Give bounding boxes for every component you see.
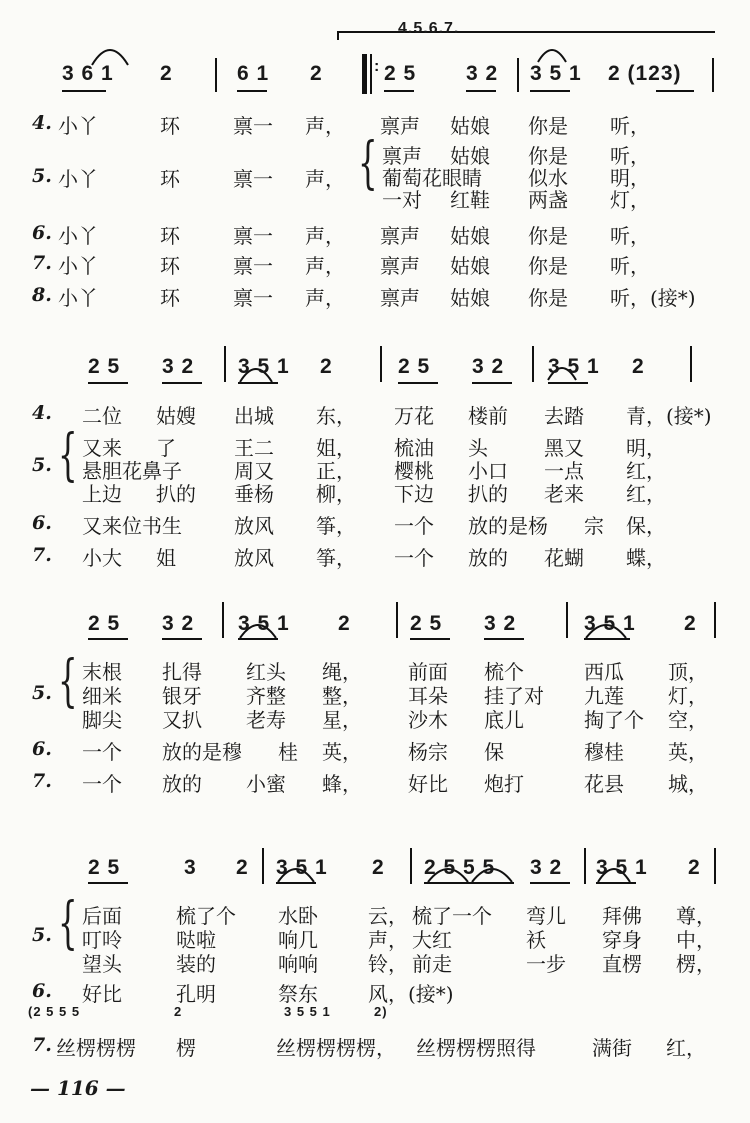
note-group: 2 bbox=[632, 355, 645, 378]
lyric: 梳油 bbox=[394, 436, 434, 460]
lyric: 老寿 bbox=[246, 708, 286, 732]
beam bbox=[238, 382, 278, 384]
lyric: 放风 bbox=[234, 514, 274, 538]
verse-number: 6. bbox=[32, 512, 52, 534]
lyric: 一个 bbox=[82, 740, 122, 764]
lyric: 底儿 bbox=[484, 708, 524, 732]
lyric: 又扒 bbox=[162, 708, 202, 732]
lyric: 禀一 bbox=[233, 114, 273, 138]
note-group: 3 5 1 bbox=[276, 856, 328, 879]
lyric: 望头 bbox=[82, 952, 122, 976]
verse-number: 7. bbox=[32, 770, 52, 792]
note-group: 2 5 5 5 bbox=[424, 856, 496, 879]
lyric: 环 bbox=[160, 114, 180, 138]
lyric: 细米 bbox=[82, 684, 122, 708]
beam bbox=[472, 382, 512, 384]
bar-line bbox=[380, 346, 382, 382]
note-group: 3 2 bbox=[484, 612, 517, 635]
lyric: 一个 bbox=[394, 514, 434, 538]
lyric: 黑又 bbox=[544, 436, 584, 460]
lyric: 祭东 bbox=[278, 982, 318, 1006]
lyric: 响几 bbox=[278, 928, 318, 952]
lyric: 你是 bbox=[528, 224, 568, 248]
beam bbox=[88, 882, 128, 884]
brace: { bbox=[358, 131, 378, 196]
lyric: 禀声 bbox=[380, 224, 420, 248]
note-group: 2 bbox=[372, 856, 385, 879]
lyric: 又来位书生 bbox=[82, 514, 182, 538]
lyric: 红， bbox=[666, 1036, 706, 1060]
lyric: 禀一 bbox=[233, 286, 273, 310]
lyric: 前面 bbox=[408, 660, 448, 684]
beam bbox=[162, 638, 202, 640]
lyric: 环 bbox=[160, 254, 180, 278]
page-number: — 116 — bbox=[30, 1076, 126, 1100]
note-group: 3 5 1 bbox=[238, 612, 290, 635]
bar-line bbox=[262, 848, 264, 884]
lyric: 你是 bbox=[528, 254, 568, 278]
lyric: 上边 bbox=[82, 482, 122, 506]
lyric: 响响 bbox=[278, 952, 318, 976]
lyric: 姑娘 bbox=[450, 254, 490, 278]
lyric: 青，(接*) bbox=[626, 404, 712, 428]
lyric: 姑娘 bbox=[450, 144, 490, 168]
lyric: 放的 bbox=[162, 772, 202, 796]
lyric: 小丫 bbox=[58, 114, 98, 138]
lyric: 东， bbox=[316, 404, 356, 428]
lyric: 楼前 bbox=[468, 404, 508, 428]
note-group: 2 5 bbox=[410, 612, 443, 635]
bar-line bbox=[712, 58, 714, 92]
beam bbox=[237, 90, 267, 92]
lyric: 万花 bbox=[394, 404, 434, 428]
lyric: 头 bbox=[468, 436, 488, 460]
beam bbox=[424, 882, 514, 884]
lyric: 两盏 bbox=[528, 188, 568, 212]
note-group: 3 5 1 bbox=[238, 355, 290, 378]
bar-line bbox=[215, 58, 217, 92]
lyric: 小丫 bbox=[58, 224, 98, 248]
note-group: 2 bbox=[684, 612, 697, 635]
verse-number: 6. bbox=[32, 738, 52, 760]
lyric: 穆桂 bbox=[584, 740, 624, 764]
lyric: 你是 bbox=[528, 144, 568, 168]
note-group: 2 bbox=[160, 62, 173, 85]
verse-number: 4. bbox=[32, 112, 52, 134]
beam bbox=[384, 90, 414, 92]
bar-line bbox=[517, 58, 519, 92]
lyric: 银牙 bbox=[162, 684, 202, 708]
repeat-bar-thin bbox=[370, 54, 372, 94]
lyric: 绳， bbox=[322, 660, 362, 684]
lyric: 禀声 bbox=[380, 254, 420, 278]
lyric: 前走 bbox=[412, 952, 452, 976]
lyric: 梳个 bbox=[484, 660, 524, 684]
note-group: 3 5 1 bbox=[584, 612, 636, 635]
lyric: 明， bbox=[626, 436, 666, 460]
note-group: 2 bbox=[310, 62, 323, 85]
lyric: 哒啦 bbox=[176, 928, 216, 952]
lyric: 正， bbox=[316, 459, 356, 483]
beam bbox=[88, 638, 128, 640]
beam bbox=[162, 382, 202, 384]
lyric: 环 bbox=[160, 286, 180, 310]
bar-line bbox=[714, 848, 716, 884]
lyric: 放的是穆 bbox=[162, 740, 242, 764]
lyric: 一对 bbox=[382, 188, 422, 212]
lyric: 空， bbox=[668, 708, 708, 732]
lyric: 宗 bbox=[584, 514, 604, 538]
lyric: 桂 bbox=[278, 740, 298, 764]
lyric: 水卧 bbox=[278, 904, 318, 928]
lyric: 下边 bbox=[394, 482, 434, 506]
lyric: 你是 bbox=[528, 114, 568, 138]
lyric: 似水 bbox=[528, 166, 568, 190]
note-group: 2 5 bbox=[88, 355, 121, 378]
lyric: 好比 bbox=[408, 772, 448, 796]
repeat-dots: : bbox=[374, 58, 381, 75]
lyric: 耳朵 bbox=[408, 684, 448, 708]
lyric: 禀声 bbox=[380, 114, 420, 138]
lyric: 了 bbox=[156, 436, 176, 460]
lyric: 蜂， bbox=[322, 772, 362, 796]
lyric: 垂杨 bbox=[234, 482, 274, 506]
verse-number: 5. bbox=[32, 924, 52, 946]
bar-line bbox=[532, 346, 534, 382]
lyric: 九莲 bbox=[584, 684, 624, 708]
verse-number: 6. bbox=[32, 980, 52, 1002]
lyric: 袄 bbox=[526, 928, 546, 952]
note-group: 2 bbox=[338, 612, 351, 635]
lyric: 放风 bbox=[234, 546, 274, 570]
lyric: 尊， bbox=[676, 904, 716, 928]
lyric: 樱桃 bbox=[394, 459, 434, 483]
aside-notes: 2) bbox=[374, 1004, 388, 1019]
beam bbox=[656, 90, 694, 92]
note-group: 3 bbox=[184, 856, 197, 879]
lyric: 你是 bbox=[528, 286, 568, 310]
lyric: 西瓜 bbox=[584, 660, 624, 684]
lyric: 齐整 bbox=[246, 684, 286, 708]
lyric: 顶， bbox=[668, 660, 708, 684]
lyric: 声， bbox=[305, 224, 345, 248]
aside-notes: 3 5 5 1 bbox=[284, 1004, 331, 1019]
bar-line bbox=[584, 848, 586, 884]
lyric: 掏了个 bbox=[584, 708, 644, 732]
bar-line bbox=[224, 346, 226, 382]
beam bbox=[484, 638, 524, 640]
lyric: 筝， bbox=[316, 546, 356, 570]
note-group: 2 bbox=[320, 355, 333, 378]
note-group: 6 1 bbox=[237, 62, 270, 85]
lyric: 穿身 bbox=[602, 928, 642, 952]
bar-line bbox=[410, 848, 412, 884]
brace: { bbox=[58, 891, 78, 956]
bar-line bbox=[396, 602, 398, 638]
lyric: 红头 bbox=[246, 660, 286, 684]
lyric: 铃， bbox=[368, 952, 408, 976]
lyric: 大红 bbox=[412, 928, 452, 952]
lyric: 声， bbox=[305, 286, 345, 310]
brace: { bbox=[58, 649, 78, 714]
note-group: 3 6 1 bbox=[62, 62, 114, 85]
lyric: 声， bbox=[305, 114, 345, 138]
verse-number: 5. bbox=[32, 682, 52, 704]
lyric: 直楞 bbox=[602, 952, 642, 976]
lyric: 红， bbox=[626, 459, 666, 483]
note-group: 3 2 bbox=[530, 856, 563, 879]
lyric: 后面 bbox=[82, 904, 122, 928]
lyric: 楞 bbox=[176, 1036, 196, 1060]
lyric: 又来 bbox=[82, 436, 122, 460]
lyric: 满街 bbox=[592, 1036, 632, 1060]
note-group: 3 2 bbox=[472, 355, 505, 378]
beam bbox=[62, 90, 106, 92]
note-group: 2 5 bbox=[398, 355, 431, 378]
note-group: 3 5 1 bbox=[530, 62, 582, 85]
bar-line bbox=[690, 346, 692, 382]
lyric: 楞， bbox=[676, 952, 716, 976]
note-group: 2 (123) bbox=[608, 62, 682, 85]
beam bbox=[584, 638, 630, 640]
lyric: 英， bbox=[322, 740, 362, 764]
lyric: 装的 bbox=[176, 952, 216, 976]
note-group: 2 bbox=[236, 856, 249, 879]
lyric: 花县 bbox=[584, 772, 624, 796]
lyric: 灯， bbox=[610, 188, 650, 212]
lyric: 姑娘 bbox=[450, 114, 490, 138]
lyric: 禀声 bbox=[380, 286, 420, 310]
beam bbox=[238, 638, 278, 640]
aside-notes: 2 bbox=[174, 1004, 183, 1019]
lyric: 姑嫂 bbox=[156, 404, 196, 428]
beam bbox=[530, 882, 570, 884]
verse-number: 7. bbox=[32, 1034, 52, 1056]
lyric: 听， bbox=[610, 224, 650, 248]
lyric: 花蝴 bbox=[544, 546, 584, 570]
beam bbox=[276, 882, 316, 884]
lyric: 明， bbox=[610, 166, 650, 190]
lyric: 云， bbox=[368, 904, 408, 928]
lyric: 听，(接*) bbox=[610, 286, 696, 310]
lyric: 扒的 bbox=[156, 482, 196, 506]
lyric: 孔明 bbox=[176, 982, 216, 1006]
lyric: 一个 bbox=[394, 546, 434, 570]
verse-number: 8. bbox=[32, 284, 52, 306]
lyric: 丝楞楞楞 bbox=[56, 1036, 136, 1060]
lyric: 去踏 bbox=[544, 404, 584, 428]
lyric: 姑娘 bbox=[450, 286, 490, 310]
lyric: 炮打 bbox=[484, 772, 524, 796]
lyric: 声， bbox=[368, 928, 408, 952]
lyric: 灯， bbox=[668, 684, 708, 708]
lyric: 扎得 bbox=[162, 660, 202, 684]
verse-number: 5. bbox=[32, 165, 52, 187]
lyric: 禀声 bbox=[382, 144, 422, 168]
lyric: 叮呤 bbox=[82, 928, 122, 952]
lyric: 丝楞楞楞楞， bbox=[276, 1036, 396, 1060]
lyric: 弯儿 bbox=[526, 904, 566, 928]
lyric: 梳了个 bbox=[176, 904, 236, 928]
beam bbox=[596, 882, 636, 884]
note-group: 3 5 1 bbox=[596, 856, 648, 879]
beam bbox=[466, 90, 496, 92]
volta-label: 4.5.6.7. bbox=[398, 20, 460, 37]
lyric: 城， bbox=[668, 772, 708, 796]
lyric: 听， bbox=[610, 144, 650, 168]
lyric: 声， bbox=[305, 254, 345, 278]
beam bbox=[410, 638, 450, 640]
repeat-bar bbox=[362, 54, 367, 94]
lyric: 扒的 bbox=[468, 482, 508, 506]
lyric: 环 bbox=[160, 224, 180, 248]
lyric: 禀一 bbox=[233, 167, 273, 191]
lyric: 周又 bbox=[234, 459, 274, 483]
verse-number: 6. bbox=[32, 222, 52, 244]
lyric: 脚尖 bbox=[82, 708, 122, 732]
beam bbox=[398, 382, 438, 384]
lyric: 声， bbox=[305, 167, 345, 191]
lyric: 丝楞楞楞照得 bbox=[416, 1036, 536, 1060]
lyric: 听， bbox=[610, 254, 650, 278]
lyric: 老来 bbox=[544, 482, 584, 506]
lyric: 葡萄花眼睛 bbox=[382, 166, 482, 190]
note-group: 3 2 bbox=[162, 355, 195, 378]
verse-number: 4. bbox=[32, 402, 52, 424]
beam bbox=[530, 90, 570, 92]
lyric: 一步 bbox=[526, 952, 566, 976]
note-group: 3 5 1 bbox=[548, 355, 600, 378]
lyric: 小蜜 bbox=[246, 772, 286, 796]
lyric: 小大 bbox=[82, 546, 122, 570]
aside-notes: (2 5 5 5 bbox=[28, 1004, 81, 1019]
lyric: 末根 bbox=[82, 660, 122, 684]
lyric: 环 bbox=[160, 167, 180, 191]
bar-line bbox=[566, 602, 568, 638]
lyric: 出城 bbox=[234, 404, 274, 428]
lyric: 筝， bbox=[316, 514, 356, 538]
lyric: 沙木 bbox=[408, 708, 448, 732]
verse-number: 7. bbox=[32, 544, 52, 566]
lyric: 中， bbox=[676, 928, 716, 952]
lyric: 星， bbox=[322, 708, 362, 732]
lyric: 好比 bbox=[82, 982, 122, 1006]
lyric: 悬胆花鼻子 bbox=[82, 459, 182, 483]
lyric: 挂了对 bbox=[484, 684, 544, 708]
note-group: 2 5 bbox=[88, 612, 121, 635]
bar-line bbox=[714, 602, 716, 638]
lyric: 姐 bbox=[156, 546, 176, 570]
lyric: 小丫 bbox=[58, 286, 98, 310]
lyric: 英， bbox=[668, 740, 708, 764]
lyric: 整， bbox=[322, 684, 362, 708]
lyric: 二位 bbox=[82, 404, 122, 428]
lyric: 风，(接*) bbox=[368, 982, 454, 1006]
note-group: 2 5 bbox=[88, 856, 121, 879]
beam bbox=[548, 382, 588, 384]
lyric: 红鞋 bbox=[450, 188, 490, 212]
note-group: 2 5 bbox=[384, 62, 417, 85]
beam bbox=[88, 382, 128, 384]
lyric: 姑娘 bbox=[450, 224, 490, 248]
note-group: 3 2 bbox=[162, 612, 195, 635]
lyric: 拜佛 bbox=[602, 904, 642, 928]
lyric: 放的 bbox=[468, 546, 508, 570]
lyric: 梳了一个 bbox=[412, 904, 492, 928]
lyric: 一个 bbox=[82, 772, 122, 796]
lyric: 保， bbox=[626, 514, 666, 538]
lyric: 王二 bbox=[234, 436, 274, 460]
lyric: 一点 bbox=[544, 459, 584, 483]
brace: { bbox=[58, 423, 78, 488]
note-group: 2 bbox=[688, 856, 701, 879]
lyric: 红， bbox=[626, 482, 666, 506]
note-group: 3 2 bbox=[466, 62, 499, 85]
lyric: 禀一 bbox=[233, 224, 273, 248]
lyric: 听， bbox=[610, 114, 650, 138]
lyric: 放的是杨 bbox=[468, 514, 548, 538]
lyric: 蝶， bbox=[626, 546, 666, 570]
lyric: 禀一 bbox=[233, 254, 273, 278]
lyric: 姐， bbox=[316, 436, 356, 460]
lyric: 小口 bbox=[468, 459, 508, 483]
lyric: 杨宗 bbox=[408, 740, 448, 764]
verse-number: 7. bbox=[32, 252, 52, 274]
lyric: 保 bbox=[484, 740, 504, 764]
lyric: 柳， bbox=[316, 482, 356, 506]
lyric: 小丫 bbox=[58, 167, 98, 191]
verse-number: 5. bbox=[32, 454, 52, 476]
bar-line bbox=[222, 602, 224, 638]
lyric: 小丫 bbox=[58, 254, 98, 278]
